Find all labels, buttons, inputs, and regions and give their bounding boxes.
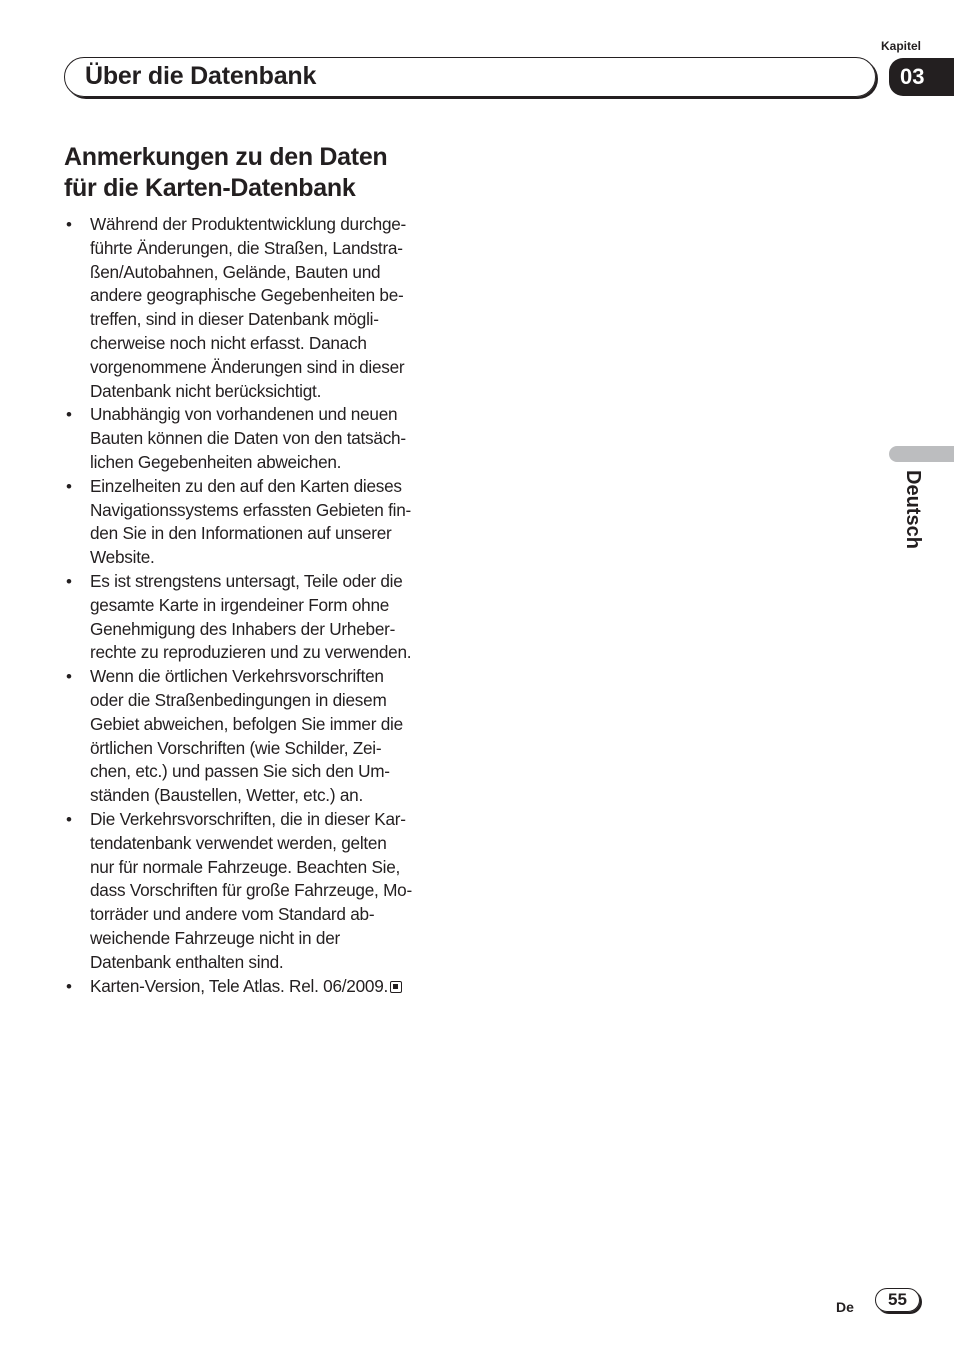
page-title-line: für die Karten-Datenbank [64,174,356,202]
bullet-text-line: Datenbank nicht berücksichtigt. [90,380,322,401]
bullet-text-line [90,975,464,999]
page-title-line: Anmerkungen zu den Daten [64,143,388,171]
list-item [64,213,464,403]
bullet-text-line: Gebiet abweichen, befolgen Sie immer die [90,713,403,734]
notes-bullet-list [64,213,464,998]
footer-language-code: De [836,1299,854,1315]
section-header-bar [64,57,876,97]
bullet-text-line: Während der Produktentwicklung durchge- [90,214,407,234]
list-item [64,665,464,808]
bullet-text-line: Datenbank enthalten sind. [90,951,284,972]
bullet-text-line: den Sie in den Informationen auf unserer [90,523,392,544]
bullet-text-line: Es ist strengstens untersagt, Teile oder die [90,570,403,591]
bullet-text: Karten-Version, Tele Atlas. Rel. 06/2009. [90,975,389,996]
bullet-text-line: ßen/Autobahnen, Gelände, Bauten und [90,261,381,282]
side-thumb-tab [889,446,954,462]
side-language-label: Deutsch [902,470,924,549]
end-of-section-icon [390,981,402,993]
bullet-text-line: Bauten können die Daten von den tatsäch- [90,428,406,449]
bullet-text-line: örtlichen Vorschriften (wie Schilder, Zei- [90,737,382,758]
list-item [64,808,464,975]
bullet-text-line: torräder und andere vom Standard ab- [90,904,375,925]
bullet-text-line: andere geographische Gegebenheiten be- [90,285,404,306]
bullet-dot-icon: • [66,215,72,234]
bullet-text-line: rechte zu reproduzieren und zu verwenden. [90,642,412,663]
bullet-text-line: chen, etc.) und passen Sie sich den Um- [90,761,390,782]
bullet-dot-icon: • [66,476,72,496]
list-item [64,570,464,665]
bullet-text-line: gesamte Karte in irgendeiner Form ohne [90,594,390,615]
chapter-number-badge: 03 [889,58,954,96]
section-header-title: Über die Datenbank [85,62,317,90]
bullet-dot-icon: • [66,976,72,996]
bullet-text-line: vorgenommene Änderungen sind in dieser [90,356,405,377]
bullet-text-line: Navigationssystems erfassten Gebieten fin- [90,499,411,520]
bullet-text-line: cherweise noch nicht erfasst. Danach [90,332,367,353]
page-title [64,142,484,204]
bullet-text-line: tendatenbank verwendet werden, gelten [90,832,387,853]
bullet-dot-icon: • [66,809,72,829]
bullet-text-line: Website. [90,547,155,568]
chapter-label: Kapitel [881,39,922,53]
list-item [64,975,464,999]
bullet-text-line: Einzelheiten zu den auf den Karten dieses [90,475,402,496]
bullet-dot-icon: • [66,667,72,687]
bullet-text-line: weichende Fahrzeuge nicht in der [90,927,340,948]
bullet-text-line: oder die Straßenbedingungen in diesem [90,689,387,710]
bullet-text-line: führte Änderungen, die Straßen, Landstra- [90,237,403,258]
bullet-text-line: Genehmigung des Inhabers der Urheber- [90,618,396,639]
list-item [64,475,464,570]
list-item [64,403,464,474]
bullet-text-line: dass Vorschriften für große Fahrzeuge, Mo- [90,880,412,901]
bullet-text-line: ständen (Baustellen, Wetter, etc.) an. [90,785,363,806]
bullet-text-line: Unabhängig von vorhandenen und neuen [90,404,398,425]
bullet-text-line: lichen Gegebenheiten abweichen. [90,451,342,472]
bullet-text-line: Die Verkehrsvorschriften, die in dieser Kar- [90,808,406,829]
bullet-dot-icon: • [66,405,72,425]
bullet-dot-icon: • [66,571,72,591]
bullet-text-line: Wenn die örtlichen Verkehrsvorschriften [90,666,384,687]
page-number: 55 [875,1288,920,1312]
bullet-text-line: nur für normale Fahrzeuge. Beachten Sie, [90,856,401,877]
bullet-text-line: treffen, sind in dieser Datenbank mögli- [90,309,379,330]
